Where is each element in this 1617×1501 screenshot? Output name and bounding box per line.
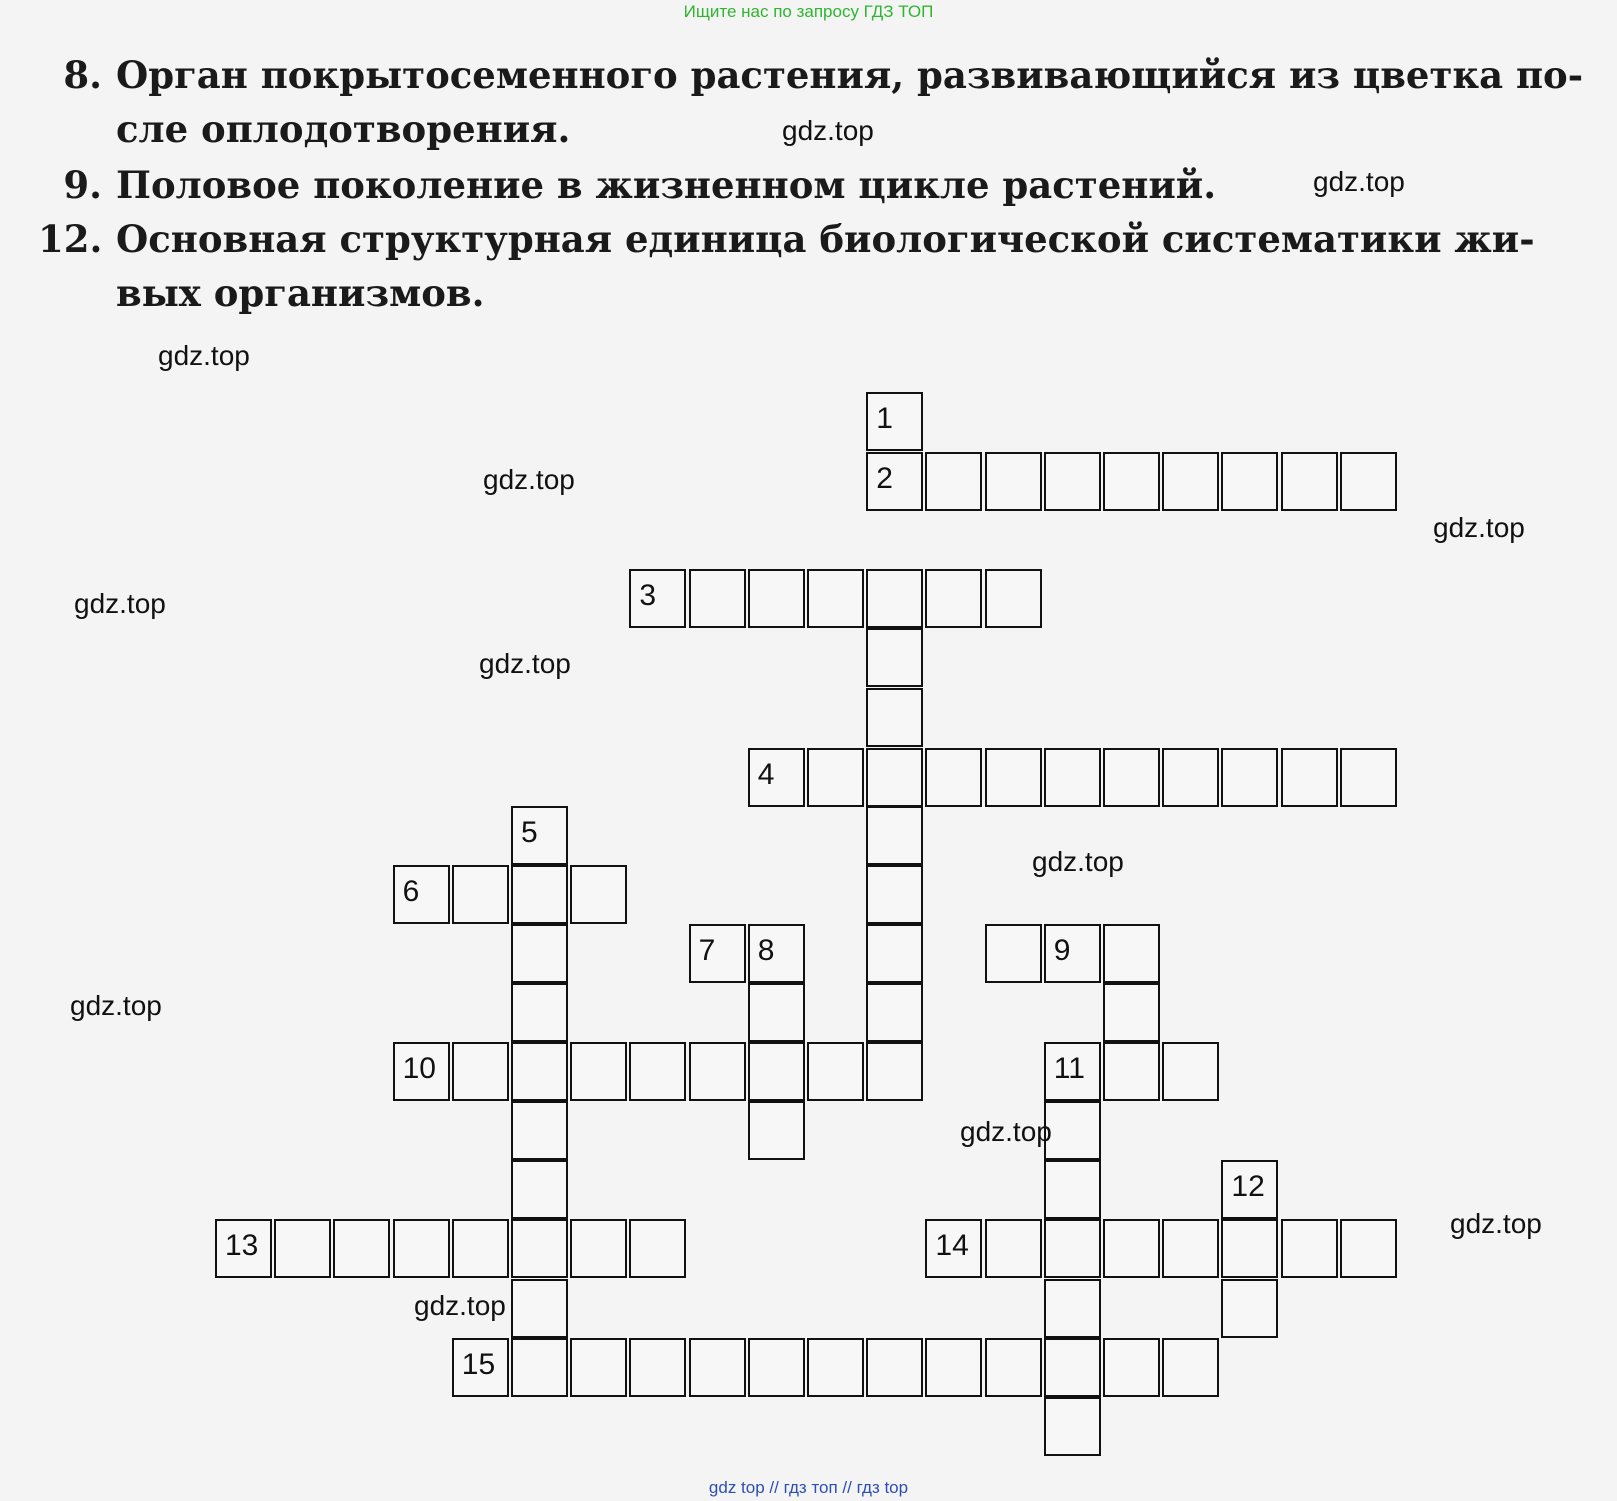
clue-number-label: 10 bbox=[402, 1052, 436, 1085]
crossword-cell[interactable] bbox=[1103, 983, 1160, 1042]
crossword-cell[interactable] bbox=[866, 628, 923, 687]
crossword-cell[interactable] bbox=[985, 748, 1042, 807]
clue-number-label: 8 bbox=[757, 934, 775, 967]
crossword-cell[interactable] bbox=[1103, 1338, 1160, 1397]
clue-number-label: 5 bbox=[521, 816, 538, 849]
crossword-cell[interactable] bbox=[866, 569, 923, 628]
crossword-cell[interactable] bbox=[748, 1338, 805, 1397]
watermark: gdz.top bbox=[1433, 512, 1525, 543]
crossword-cell[interactable] bbox=[452, 1042, 509, 1101]
clue-number: 8. bbox=[63, 53, 102, 97]
footer-links[interactable]: gdz top // гдз топ // гдз top bbox=[708, 1478, 909, 1497]
crossword-cell[interactable] bbox=[925, 452, 982, 511]
crossword-cell[interactable] bbox=[452, 1219, 509, 1278]
crossword-cell[interactable] bbox=[629, 1042, 686, 1101]
crossword-cell[interactable] bbox=[1162, 1219, 1219, 1278]
watermark: gdz.top bbox=[74, 588, 166, 619]
crossword-cell[interactable] bbox=[689, 1042, 746, 1101]
crossword-cell[interactable] bbox=[1162, 1042, 1219, 1101]
crossword-cell[interactable] bbox=[511, 1160, 568, 1219]
crossword-cell[interactable] bbox=[511, 806, 568, 865]
crossword-cell[interactable] bbox=[985, 1338, 1042, 1397]
crossword-cell[interactable] bbox=[925, 569, 982, 628]
crossword-cell[interactable] bbox=[570, 865, 627, 924]
clue-number: 12. bbox=[38, 217, 103, 261]
clue-number: 9. bbox=[63, 163, 102, 207]
crossword-cell[interactable] bbox=[511, 924, 568, 983]
crossword-cell[interactable] bbox=[511, 1042, 568, 1101]
watermark: gdz.top bbox=[414, 1290, 506, 1321]
crossword-cell[interactable] bbox=[866, 924, 923, 983]
crossword-cell[interactable] bbox=[1103, 1219, 1160, 1278]
crossword-cell[interactable] bbox=[511, 1219, 568, 1278]
crossword-cell[interactable] bbox=[1162, 1338, 1219, 1397]
clue-number-label: 12 bbox=[1231, 1170, 1265, 1203]
crossword-cell[interactable] bbox=[689, 569, 746, 628]
crossword-cell[interactable] bbox=[689, 924, 746, 983]
crossword-cell[interactable] bbox=[1221, 1279, 1278, 1338]
crossword-cell[interactable] bbox=[511, 1101, 568, 1160]
crossword-cell[interactable] bbox=[1044, 1219, 1101, 1278]
crossword-cell[interactable] bbox=[748, 924, 805, 983]
watermark: gdz.top bbox=[1313, 166, 1405, 197]
crossword-cell[interactable] bbox=[807, 569, 864, 628]
crossword-cell[interactable] bbox=[866, 1042, 923, 1101]
clue-number-label: 1 bbox=[876, 402, 893, 435]
crossword-cell[interactable] bbox=[1044, 1279, 1101, 1338]
crossword-cell[interactable] bbox=[1103, 452, 1160, 511]
crossword-cell[interactable] bbox=[866, 748, 923, 807]
crossword-cell[interactable] bbox=[274, 1219, 331, 1278]
crossword-cell[interactable] bbox=[925, 748, 982, 807]
crossword-cell[interactable] bbox=[1221, 748, 1278, 807]
crossword-cell[interactable] bbox=[1281, 452, 1338, 511]
crossword-cell[interactable] bbox=[866, 452, 923, 511]
clue-number-label: 3 bbox=[639, 579, 657, 612]
crossword-cell[interactable] bbox=[1281, 1219, 1338, 1278]
crossword-cell[interactable] bbox=[689, 1338, 746, 1397]
watermark: gdz.top bbox=[158, 340, 250, 371]
crossword-cell[interactable] bbox=[452, 865, 509, 924]
clue-line: Половое поколение в жизненном цикле растений. bbox=[116, 163, 1217, 207]
crossword-cell[interactable] bbox=[807, 748, 864, 807]
crossword-cell[interactable] bbox=[570, 1219, 627, 1278]
crossword-cell[interactable] bbox=[866, 806, 923, 865]
crossword-cell[interactable] bbox=[866, 983, 923, 1042]
watermark: gdz.top bbox=[782, 115, 874, 146]
crossword-cell[interactable] bbox=[1162, 748, 1219, 807]
clue-line: Орган покрытосеменного растения, развивающийся из цветка по- bbox=[116, 53, 1584, 97]
crossword-cell[interactable] bbox=[393, 865, 450, 924]
crossword-cell[interactable] bbox=[925, 1338, 982, 1397]
crossword-cell[interactable] bbox=[1340, 748, 1397, 807]
watermark: gdz.top bbox=[479, 648, 571, 679]
crossword-cell[interactable] bbox=[866, 392, 923, 451]
crossword-cell[interactable] bbox=[1044, 1160, 1101, 1219]
crossword-cell[interactable] bbox=[866, 1338, 923, 1397]
crossword-cell[interactable] bbox=[1221, 1219, 1278, 1278]
crossword-cell[interactable] bbox=[985, 569, 1042, 628]
crossword-cell[interactable] bbox=[629, 569, 686, 628]
crossword-cell[interactable] bbox=[1044, 452, 1101, 511]
crossword-cell[interactable] bbox=[1044, 1338, 1101, 1397]
clue-number-label: 15 bbox=[461, 1348, 496, 1381]
watermark: gdz.top bbox=[1032, 846, 1124, 877]
crossword-cell[interactable] bbox=[511, 865, 568, 924]
crossword-cell[interactable] bbox=[985, 452, 1042, 511]
crossword-cell[interactable] bbox=[1044, 748, 1101, 807]
crossword-cell[interactable] bbox=[1340, 452, 1397, 511]
crossword-cell[interactable] bbox=[570, 1042, 627, 1101]
crossword-cell[interactable] bbox=[1162, 452, 1219, 511]
crossword-cell[interactable] bbox=[985, 1219, 1042, 1278]
watermark: gdz.top bbox=[960, 1116, 1052, 1147]
crossword-cell[interactable] bbox=[1103, 748, 1160, 807]
crossword-cell[interactable] bbox=[807, 1338, 864, 1397]
crossword-cell[interactable] bbox=[629, 1219, 686, 1278]
crossword-cell[interactable] bbox=[1044, 1101, 1101, 1160]
watermark: gdz.top bbox=[483, 464, 575, 495]
crossword-cell[interactable] bbox=[1221, 452, 1278, 511]
clue-number-label: 2 bbox=[876, 462, 893, 495]
crossword-cell[interactable] bbox=[748, 983, 805, 1042]
crossword-cell[interactable] bbox=[748, 1042, 805, 1101]
crossword-cell[interactable] bbox=[333, 1219, 390, 1278]
crossword-cell[interactable] bbox=[511, 983, 568, 1042]
clue-line: вых организмов. bbox=[116, 271, 485, 315]
crossword-cell[interactable] bbox=[1103, 1042, 1160, 1101]
crossword-cell[interactable] bbox=[807, 1042, 864, 1101]
crossword-cell[interactable] bbox=[748, 569, 805, 628]
clue-number-label: 6 bbox=[402, 875, 420, 908]
crossword-cell[interactable] bbox=[570, 1338, 627, 1397]
clue-number-label: 4 bbox=[757, 758, 775, 791]
crossword-cell[interactable] bbox=[511, 1279, 568, 1338]
crossword-cell[interactable] bbox=[1281, 748, 1338, 807]
crossword-cell[interactable] bbox=[393, 1219, 450, 1278]
crossword-cell[interactable] bbox=[985, 924, 1042, 983]
clue-line: Основная структурная единица биологической систематики жи- bbox=[116, 217, 1535, 261]
clue-number-label: 7 bbox=[698, 934, 716, 967]
clue-number-label: 11 bbox=[1053, 1052, 1085, 1085]
crossword-cell[interactable] bbox=[1103, 924, 1160, 983]
clue-line: сле оплодотворения. bbox=[116, 107, 571, 151]
clue-number-label: 14 bbox=[935, 1229, 969, 1262]
crossword-cell[interactable] bbox=[866, 865, 923, 924]
watermark: gdz.top bbox=[1450, 1208, 1542, 1239]
crossword-cell[interactable] bbox=[866, 688, 923, 747]
clue-number-label: 9 bbox=[1053, 934, 1071, 967]
crossword-cell[interactable] bbox=[511, 1338, 568, 1397]
crossword-cell[interactable] bbox=[748, 748, 805, 807]
crossword-cell[interactable] bbox=[748, 1101, 805, 1160]
watermark: gdz.top bbox=[70, 990, 162, 1021]
search-hint-link[interactable]: Ищите нас по запросу ГДЗ ТОП bbox=[683, 2, 934, 21]
crossword-cell[interactable] bbox=[1044, 924, 1101, 983]
crossword-cell[interactable] bbox=[1044, 1397, 1101, 1456]
crossword-cell[interactable] bbox=[1340, 1219, 1397, 1278]
crossword-cell[interactable] bbox=[629, 1338, 686, 1397]
clue-number-label: 13 bbox=[225, 1229, 259, 1262]
